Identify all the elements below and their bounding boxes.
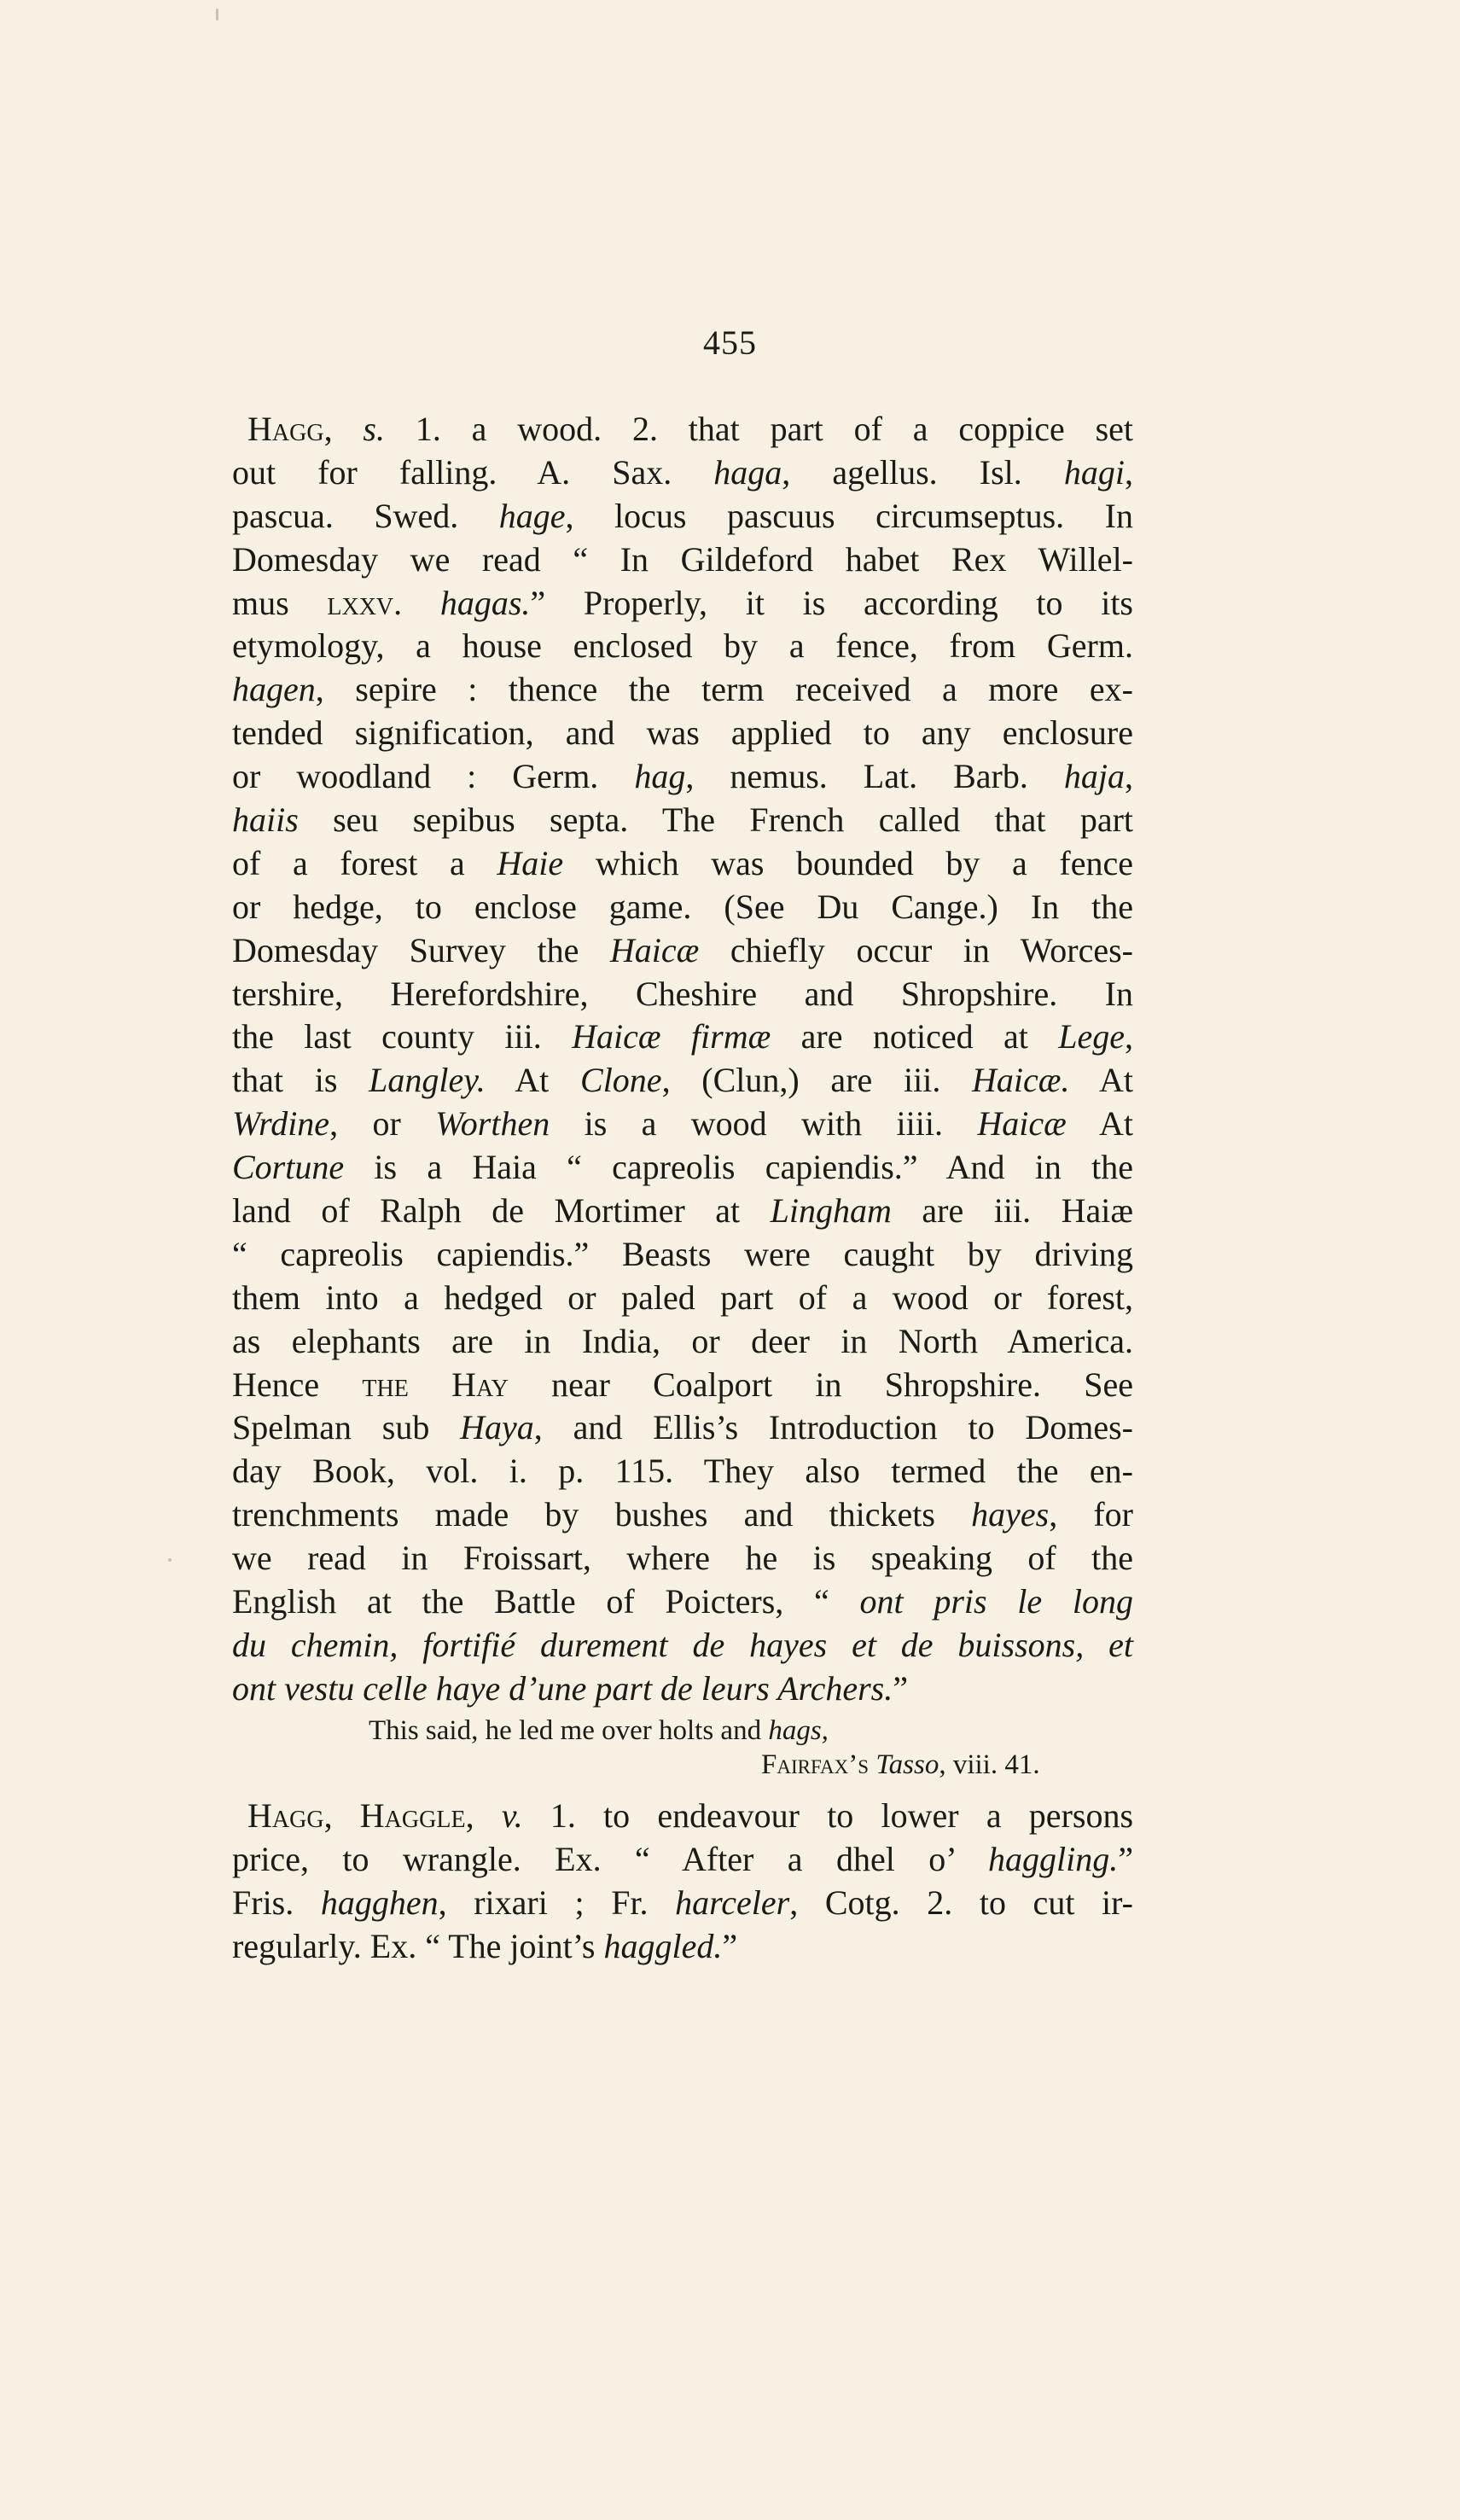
text-line: land of Ralph de Mortimer at Lingham are iii. Haiæ	[232, 1191, 1134, 1231]
text-line: price, to wrangle. Ex. “ After a dhel o’ haggling.”	[232, 1839, 1133, 1878]
text-line: haiis seu sepibus septa. The French called that part	[232, 800, 1133, 840]
text-line: hagen, sepire : thence the term received a more ex-	[232, 670, 1133, 709]
text-line: Fris. hagghen, rixari ; Fr. harceler, Cotg. 2. to cut ir-	[232, 1883, 1133, 1922]
text-line: Domesday Survey the Haicæ chiefly occur in Worces-	[232, 930, 1133, 969]
quote-verse: This said, he led me over holts and hags,	[369, 1715, 829, 1746]
text-line: trenchments made by bushes and thickets hayes, for	[232, 1495, 1134, 1534]
text-line: or woodland : Germ. hag, nemus. Lat. Barb. haja,	[232, 757, 1133, 796]
text-line: tershire, Herefordshire, Cheshire and Shropshire. In	[232, 974, 1133, 1013]
entry-hagg-noun	[232, 408, 1133, 1711]
verse-quotation	[232, 1714, 1133, 1782]
text-line: Domesday we read “ In Gildeford habet Rex Willel-	[232, 539, 1133, 579]
text-line: that is Langley. At Clone, (Clun,) are iii. Haicæ. At	[232, 1061, 1133, 1100]
text-line: day Book, vol. i. p. 115. They also termed the en-	[232, 1452, 1133, 1491]
text-line: etymology, a house enclosed by a fence, from Germ.	[232, 626, 1133, 666]
text-line: Hagg, s. 1. a wood. 2. that part of a coppice set	[247, 410, 1133, 448]
quote-source: Fairfax’s Tasso, viii. 41.	[761, 1749, 1040, 1780]
text-line: the last county iii. Haicæ firmæ are noticed at Lege,	[232, 1017, 1133, 1056]
text-line: Spelman sub Haya, and Ellis’s Introduction to Domes-	[232, 1408, 1134, 1447]
text-line: du chemin, fortifié durement de hayes et de buissons, et	[232, 1625, 1133, 1664]
entry-hagg-haggle-verb	[232, 1795, 1133, 1969]
text-line: mus lxxv. hagas.” Properly, it is according to its	[232, 583, 1133, 622]
text-line: ont vestu celle haye d’une part de leurs Archers.”	[232, 1668, 909, 1708]
text-line: English at the Battle of Poicters, “ ont pris le long	[232, 1582, 1133, 1621]
text-line: we read in Froissart, where he is speaking of the	[232, 1539, 1133, 1578]
text-line: them into a hedged or paled part of a wood or forest,	[232, 1277, 1133, 1317]
page-number: 455	[703, 323, 757, 362]
text-line: or hedge, to enclose game. (See Du Cange.) In the	[232, 887, 1133, 926]
text-line: Cortune is a Haia “ capreolis capiendis.” And in the	[232, 1148, 1133, 1187]
paper-speck	[216, 9, 218, 20]
text-line: out for falling. A. Sax. haga, agellus. Isl. hagi,	[232, 452, 1133, 492]
text-line: “ capreolis capiendis.” Beasts were caught by driving	[232, 1234, 1133, 1273]
text-line: Hagg, Haggle, v. 1. to endeavour to lower a persons	[247, 1796, 1134, 1835]
text-line: pascua. Swed. hage, locus pascuus circumseptus. In	[232, 496, 1134, 535]
text-line: Wrdine, or Worthen is a wood with iiii. Haicæ At	[232, 1104, 1133, 1144]
paper-speck	[168, 1558, 172, 1562]
text-line: tended signification, and was applied to any enclosure	[232, 713, 1133, 753]
text-line: as elephants are in India, or deer in North America.	[232, 1321, 1133, 1360]
text-line: regularly. Ex. “ The joint’s haggled.”	[232, 1926, 738, 1965]
text-line: of a forest a Haie which was bounded by a fence	[232, 843, 1133, 882]
text-line: Hence the Hay near Coalport in Shropshire. See	[232, 1365, 1133, 1404]
